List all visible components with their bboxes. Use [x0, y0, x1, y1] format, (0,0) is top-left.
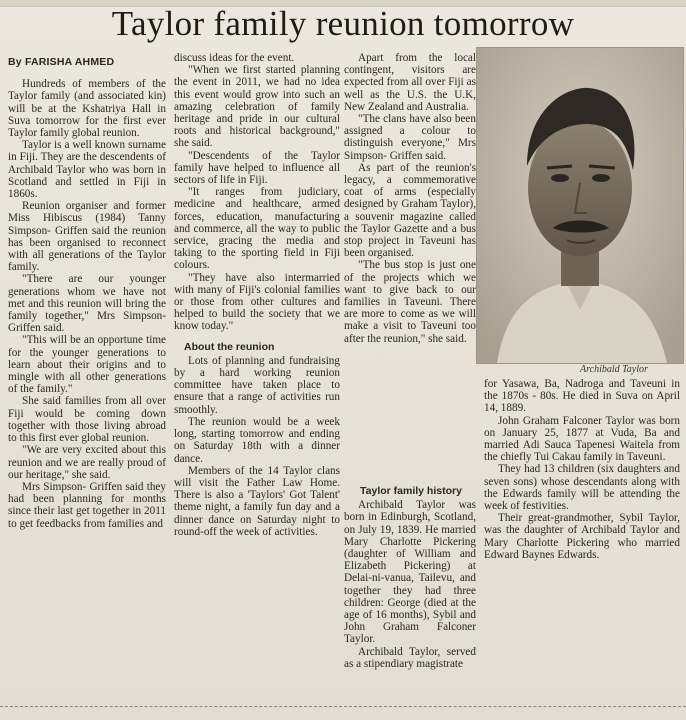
bottom-divider [0, 706, 686, 707]
paragraph: Reunion organiser and former Miss Hibiscus (1984) Tanny Simpson- Griffen said the reunion has been organised to reconnect with all generations of the Taylor family. [8, 200, 166, 274]
paragraph: for Yasawa, Ba, Nadroga and Taveuni in the 1870s - 80s. He died in Suva on April 14, 1889. [484, 378, 680, 415]
paragraph: "The bus stop is just one of the projects which we want to give back to our families in Taveuni. There are more to come as we will make a visit to Taveuni too after the reunion," she said. [344, 259, 476, 345]
paragraph: "It ranges from judiciary, medicine and healthcare, armed forces, education, manufacturing and commerce, all the way to public service, gracing the media and taking to the sporting field in Fiji colours. [174, 186, 340, 272]
paragraph: They had 13 children (six daughters and seven sons) whose descendants along with the Edwards family will be attending the week of festivities. [484, 463, 680, 513]
paragraph: Taylor is a well known surname in Fiji. They are the descendents of Archibald Taylor who was born in Scotland and settled in Fiji in 1860s. [8, 139, 166, 201]
byline: By FARISHA AHMED [8, 56, 115, 68]
paragraph: "They have also intermarried with many of Fiji's colonial families or those from other cultures and helped to build the society that we know today." [174, 271, 340, 333]
paragraph: Lots of planning and fundraising by a hard working reunion committee have taken place to ensure that a range of activities run smoothly. [174, 354, 340, 416]
paragraph: "There are our younger generations whom we have not met and this reunion will bring the family together," Mrs Simpson- Griffen said. [8, 273, 166, 335]
paragraph: The reunion would be a week long, starting tomorrow and ending on Saturday 18th with a dinner dance. [174, 415, 340, 465]
column-4 [484, 368, 680, 561]
column-3-history [344, 485, 476, 670]
paragraph: discuss ideas for the event. [174, 52, 295, 64]
paragraph: John Graham Falconer Taylor was born on January 25, 1877 at Vuda, Ba and married Adi Sauca Tapenesi Waitela from the chiefly Tui Cakau family in Taveuni. [484, 414, 680, 464]
column-1 [8, 56, 166, 530]
photo-caption: Archibald Taylor [580, 364, 648, 375]
paragraph: "Descendents of the Taylor family have helped to influence all sectors of life in Fiji. [174, 149, 340, 187]
paragraph: "When we first started planning the event in 2011, we had no idea this event would grow into such an amazing celebration of family heritage and pride in our cultural roots and historical background," she said. [174, 64, 340, 150]
paragraph: As part of the reunion's legacy, a commemorative coat of arms (especially designed by Graham Taylor), a souvenir magazine called the Taylor Gazette and a bus stop project in Taveuni has been organised. [344, 161, 476, 260]
paragraph: "We are very excited about this reunion and we are really proud of our heritage," she said. [8, 444, 166, 481]
column-2 [174, 52, 340, 538]
paragraph: Their great-grandmother, Sybil Taylor, was the daughter of Archibald Taylor and Mary Charlotte Pickering who married Edward Baynes Edwards. [484, 512, 680, 561]
headline: Taylor family reunion tomorrow [111, 4, 575, 43]
paragraph: Hundreds of members of the Taylor family (and associated kin) will be at the Kshatriya Hall in Suva tomorrow for the first ever Taylor family global reunion. [8, 78, 166, 140]
subhead-about-reunion: About the reunion [184, 340, 275, 353]
paragraph: Archibald Taylor, served as a stipendiary magistrate [344, 645, 476, 670]
paragraph: Archibald Taylor was born in Edinburgh, Scotland, on July 19, 1839. He married Mary Charlotte Pickering (daughter of William and Elizabeth Pickering) at Delai-ni-vanua, Tailevu, and together they had three children: George (died at the age of 16 months), Sybil and John Graham Falconer Taylor. [344, 499, 476, 646]
subhead-family-history: Taylor family history [360, 485, 462, 497]
portrait-photo [476, 47, 684, 364]
portrait-illustration [477, 48, 683, 363]
paragraph: Apart from the local contingent, visitors are expected from all over Fiji as well as the U.S. the U.K, New Zealand and Australia. [344, 52, 476, 113]
paragraph: "This will be an opportune time for the younger generations to learn about their origins and to mingle with all other generations of the family." [8, 334, 166, 396]
paragraph: Members of the 14 Taylor clans will visit the Father Law Home. There is also a 'Taylors' Got Talent' theme night, a family fun day and a dinner dance on Saturday night to round-off the week of activities. [174, 464, 340, 538]
column-3 [344, 52, 476, 345]
paragraph: She said families from all over Fiji would be coming down together with those living abroad to this first ever global reunion. [8, 395, 166, 445]
paragraph: "The clans have also been assigned a colour to distinguish everyone," Mrs Simpson- Griffen said. [344, 113, 476, 162]
paragraph: Mrs Simpson- Griffen said they had been planning for months since their last get together in 2011 to get feedbacks from families and [8, 480, 166, 530]
